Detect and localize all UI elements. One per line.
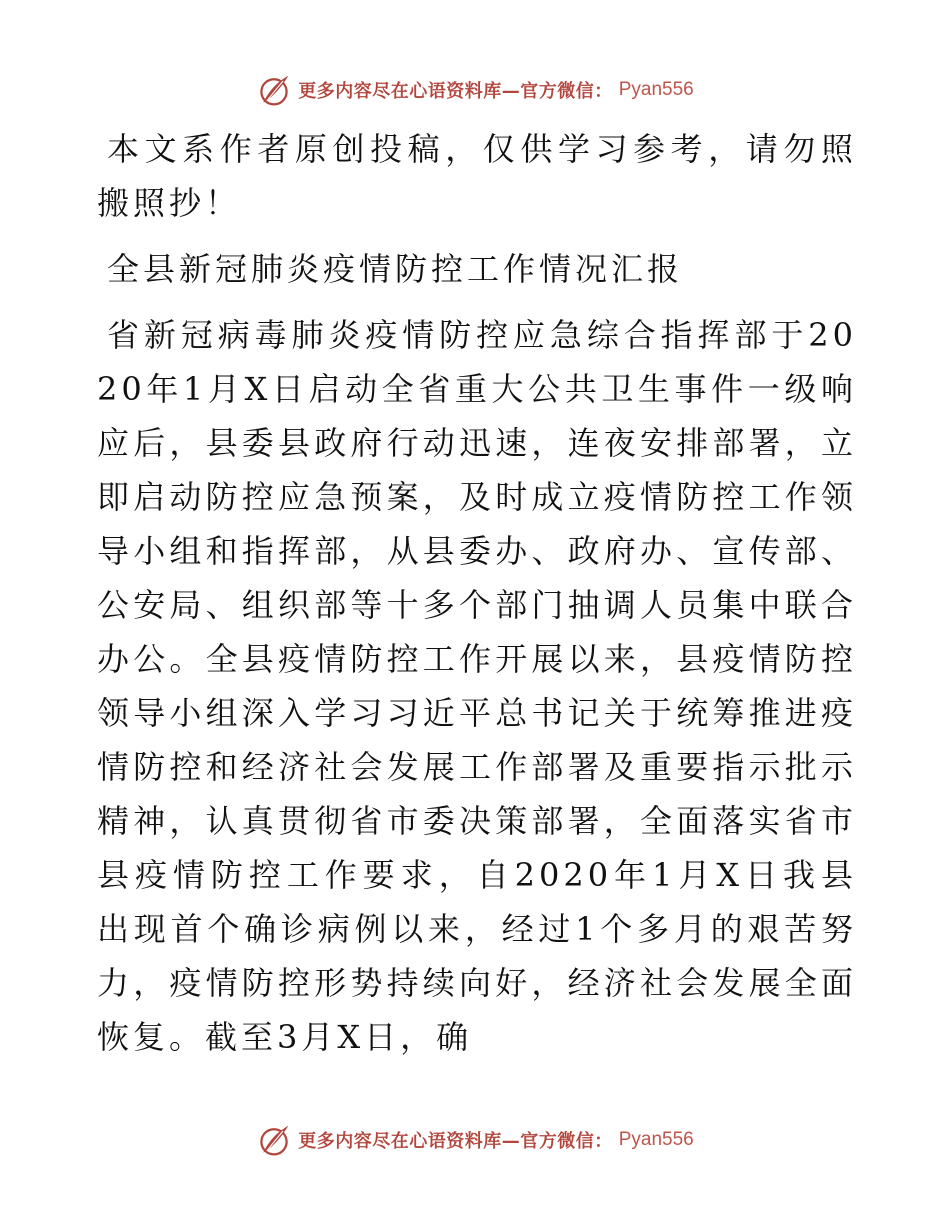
footer-watermark-banner: [0, 1120, 950, 1160]
document-content: [97, 122, 857, 1064]
banner-wechat-account: Pyan556: [618, 79, 694, 100]
feather-pen-logo-icon: [256, 1122, 292, 1158]
header-watermark-banner: [0, 70, 950, 110]
feather-pen-logo-icon: [256, 72, 292, 108]
copyright-notice: 本文系作者原创投稿，仅供学习参考，请勿照搬照抄！: [97, 130, 857, 222]
banner-wechat-account: Pyan556: [618, 1129, 694, 1150]
banner-site-text: 更多内容尽在心语资料库—官方微信：: [298, 1131, 613, 1152]
document-body-paragraph: 省新冠病毒肺炎疫情防控应急综合指挥部于2020年1月X日启动全省重大公共卫生事件一级响应后，县委县政府行动迅速，连夜安排部署，立即启动防控应急预案，及时成立疫情防控工作领导小组和指挥部，从县委办、政府办、宣传部、公安局、组织部等十多个部门抽调人员集中联合办公。全县疫情防控工作开展以来，县疫情防控领导小组深入学习习近平总书记关于统筹推进疫情防控和经济社会发展工作部署及重要指示批示精神，认真贯彻省市委决策部署，全面落实省市县疫情防控工作要求，自2020年1月X日我县出现首个确诊病例以来，经过1个多月的艰苦努力，疫情防控形势持续向好，经济社会发展全面恢复。截至3月X日，确: [97, 316, 857, 1056]
banner-site-text: 更多内容尽在心语资料库—官方微信：: [298, 81, 613, 102]
document-title: 全县新冠肺炎疫情防控工作情况汇报: [107, 250, 684, 288]
